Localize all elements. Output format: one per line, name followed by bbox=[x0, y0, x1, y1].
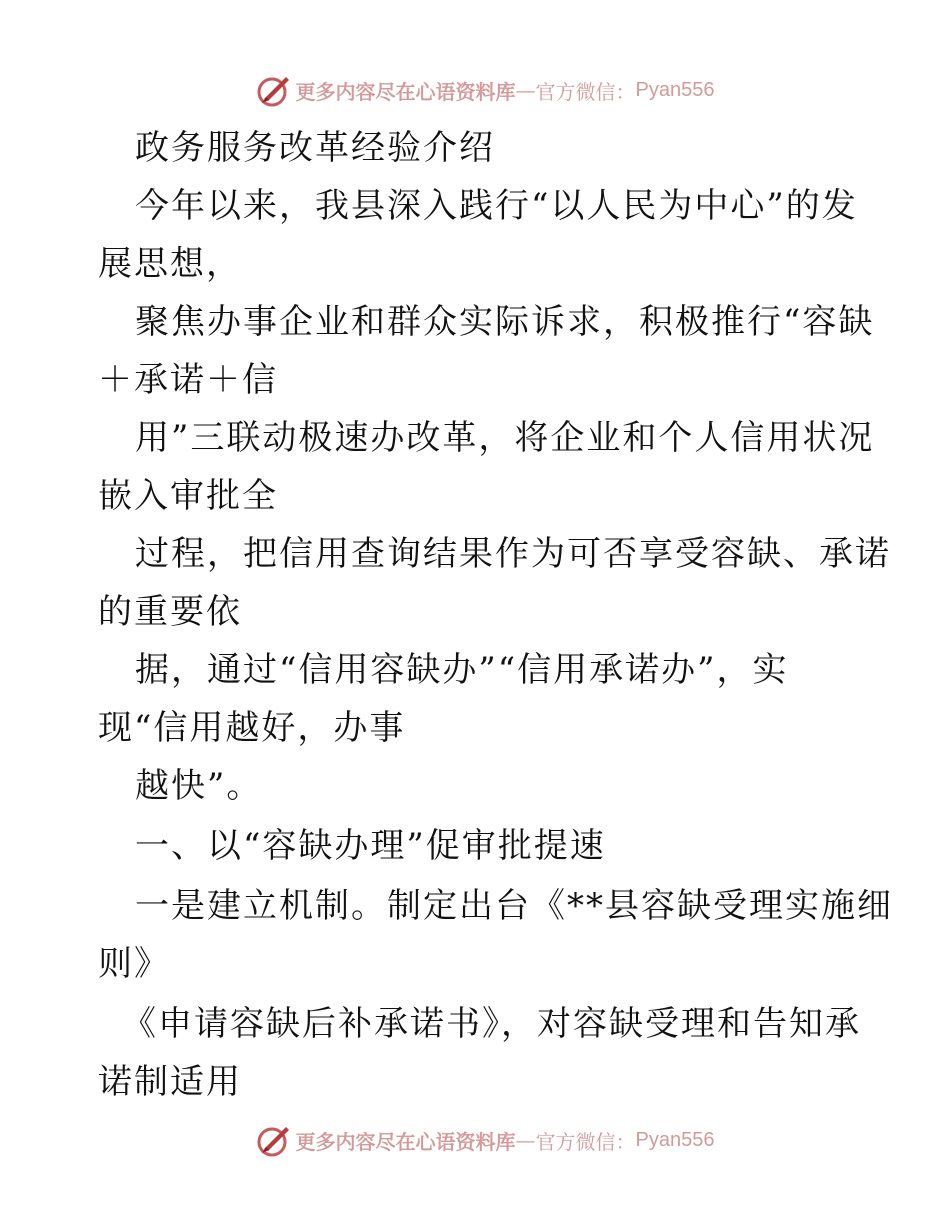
paragraph-line: 则》 bbox=[98, 944, 170, 984]
footer-dash: — bbox=[515, 1128, 536, 1152]
paragraph-line: 一是建立机制。制定出台《**县容缺受理实施细 bbox=[135, 886, 893, 926]
paragraph-line: 过程，把信用查询结果作为可否享受容缺、承诺 bbox=[135, 534, 891, 574]
paragraph-line: 的重要依 bbox=[98, 592, 242, 632]
paragraph-line: 现“信用越好，办事 bbox=[98, 708, 406, 748]
footer-banner-inner bbox=[256, 1123, 715, 1157]
paragraph-line: 越快”。 bbox=[135, 766, 263, 806]
header-dash: — bbox=[515, 78, 536, 102]
footer-site-text: 更多内容尽在心语资料库 bbox=[295, 1129, 516, 1154]
footer-wechat-label: 官方微信： bbox=[535, 1129, 636, 1154]
quill-logo-icon bbox=[256, 73, 292, 107]
paragraph-line: 今年以来，我县深入践行“以人民为中心”的发 bbox=[135, 186, 858, 226]
paragraph-line: ＋承诺＋信 bbox=[98, 360, 278, 400]
quill-logo-icon bbox=[256, 1123, 292, 1157]
paragraph-line: 诺制适用 bbox=[98, 1062, 242, 1102]
paragraph-line: 嵌入审批全 bbox=[98, 476, 278, 516]
paragraph-line: 《申请容缺后补承诺书》，对容缺受理和告知承 bbox=[122, 1004, 861, 1044]
document-title: 政务服务改革经验介绍 bbox=[135, 128, 495, 168]
paragraph-line: 用”三联动极速办改革，将企业和个人信用状况 bbox=[135, 418, 875, 458]
footer-wechat-id: Pyan556 bbox=[635, 1128, 715, 1151]
header-banner bbox=[0, 70, 950, 110]
paragraph-line: 聚焦办事企业和群众实际诉求，积极推行“容缺 bbox=[135, 302, 875, 342]
paragraph-line: 据，通过“信用容缺办”“信用承诺办”，实 bbox=[135, 650, 789, 690]
footer-banner bbox=[0, 1120, 950, 1160]
header-wechat-id: Pyan556 bbox=[635, 78, 715, 101]
header-wechat-label: 官方微信： bbox=[535, 79, 636, 104]
header-site-text: 更多内容尽在心语资料库 bbox=[295, 79, 516, 104]
paragraph-line: 展思想， bbox=[98, 244, 242, 284]
section-heading: 一、以“容缺办理”促审批提速 bbox=[135, 826, 606, 866]
header-banner-inner bbox=[256, 73, 715, 107]
